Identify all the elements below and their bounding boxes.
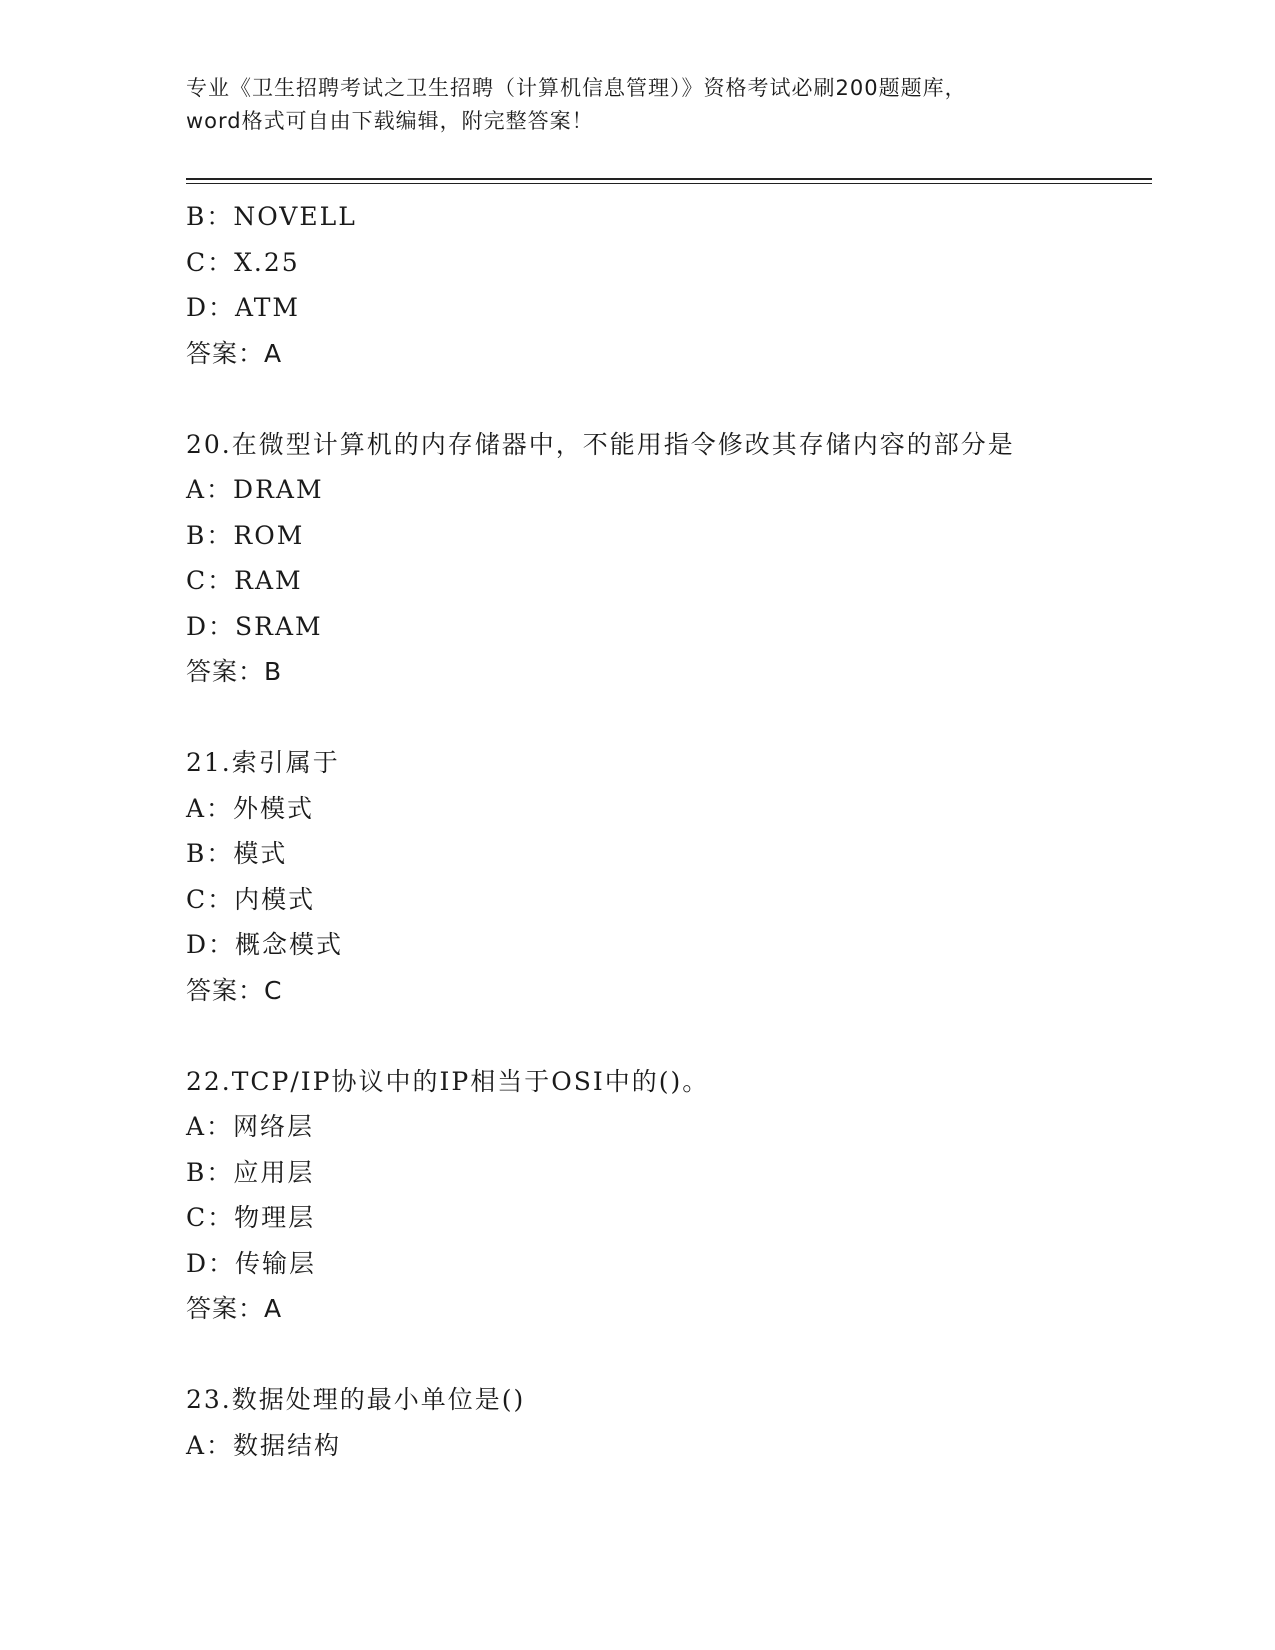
answer: 答案：C (186, 975, 283, 1005)
answer: 答案：A (186, 338, 283, 368)
question-21 (186, 740, 1146, 1013)
document-header (186, 72, 1086, 138)
option-a: A：数据结构 (186, 1430, 342, 1460)
answer: 答案：A (186, 1294, 283, 1323)
header-divider-thin (186, 183, 1152, 184)
option-b: B：NOVELL (186, 202, 357, 231)
answer: 答案：B (186, 657, 283, 686)
question-stem: 23.数据处理的最小单位是() (186, 1385, 526, 1414)
option-b: B：模式 (186, 839, 288, 868)
header-line-1: 专业《卫生招聘考试之卫生招聘（计算机信息管理）》资格考试必刷200题题库， (186, 76, 967, 100)
question-list (186, 194, 1146, 1468)
option-c: C：内模式 (186, 884, 316, 914)
question-23 (186, 1377, 1146, 1468)
spacer (186, 695, 1146, 741)
option-c: C：物理层 (186, 1203, 316, 1232)
option-c: C：X.25 (186, 247, 300, 277)
question-stem: 22.TCP/IP协议中的IP相当于OSI中的()。 (186, 1066, 710, 1096)
spacer (186, 1332, 1146, 1378)
option-a: A：网络层 (186, 1112, 315, 1141)
option-b: B：ROM (186, 520, 305, 550)
option-b: B：应用层 (186, 1157, 315, 1187)
option-a: A：外模式 (186, 793, 315, 823)
spacer (186, 1013, 1146, 1059)
spacer (186, 376, 1146, 422)
option-d: D：ATM (186, 293, 301, 322)
option-a: A：DRAM (186, 475, 324, 504)
question-partial (186, 194, 1146, 376)
option-d: D：SRAM (186, 611, 323, 641)
option-d: D：概念模式 (186, 930, 344, 959)
option-d: D：传输层 (186, 1248, 317, 1278)
header-divider-thick (186, 178, 1152, 180)
question-22 (186, 1059, 1146, 1332)
question-20 (186, 422, 1146, 695)
option-c: C：RAM (186, 566, 303, 595)
header-line-2: word格式可自由下载编辑，附完整答案！ (186, 109, 594, 133)
question-stem: 21.索引属于 (186, 748, 340, 777)
question-stem: 20.在微型计算机的内存储器中，不能用指令修改其存储内容的部分是 (186, 429, 1015, 459)
